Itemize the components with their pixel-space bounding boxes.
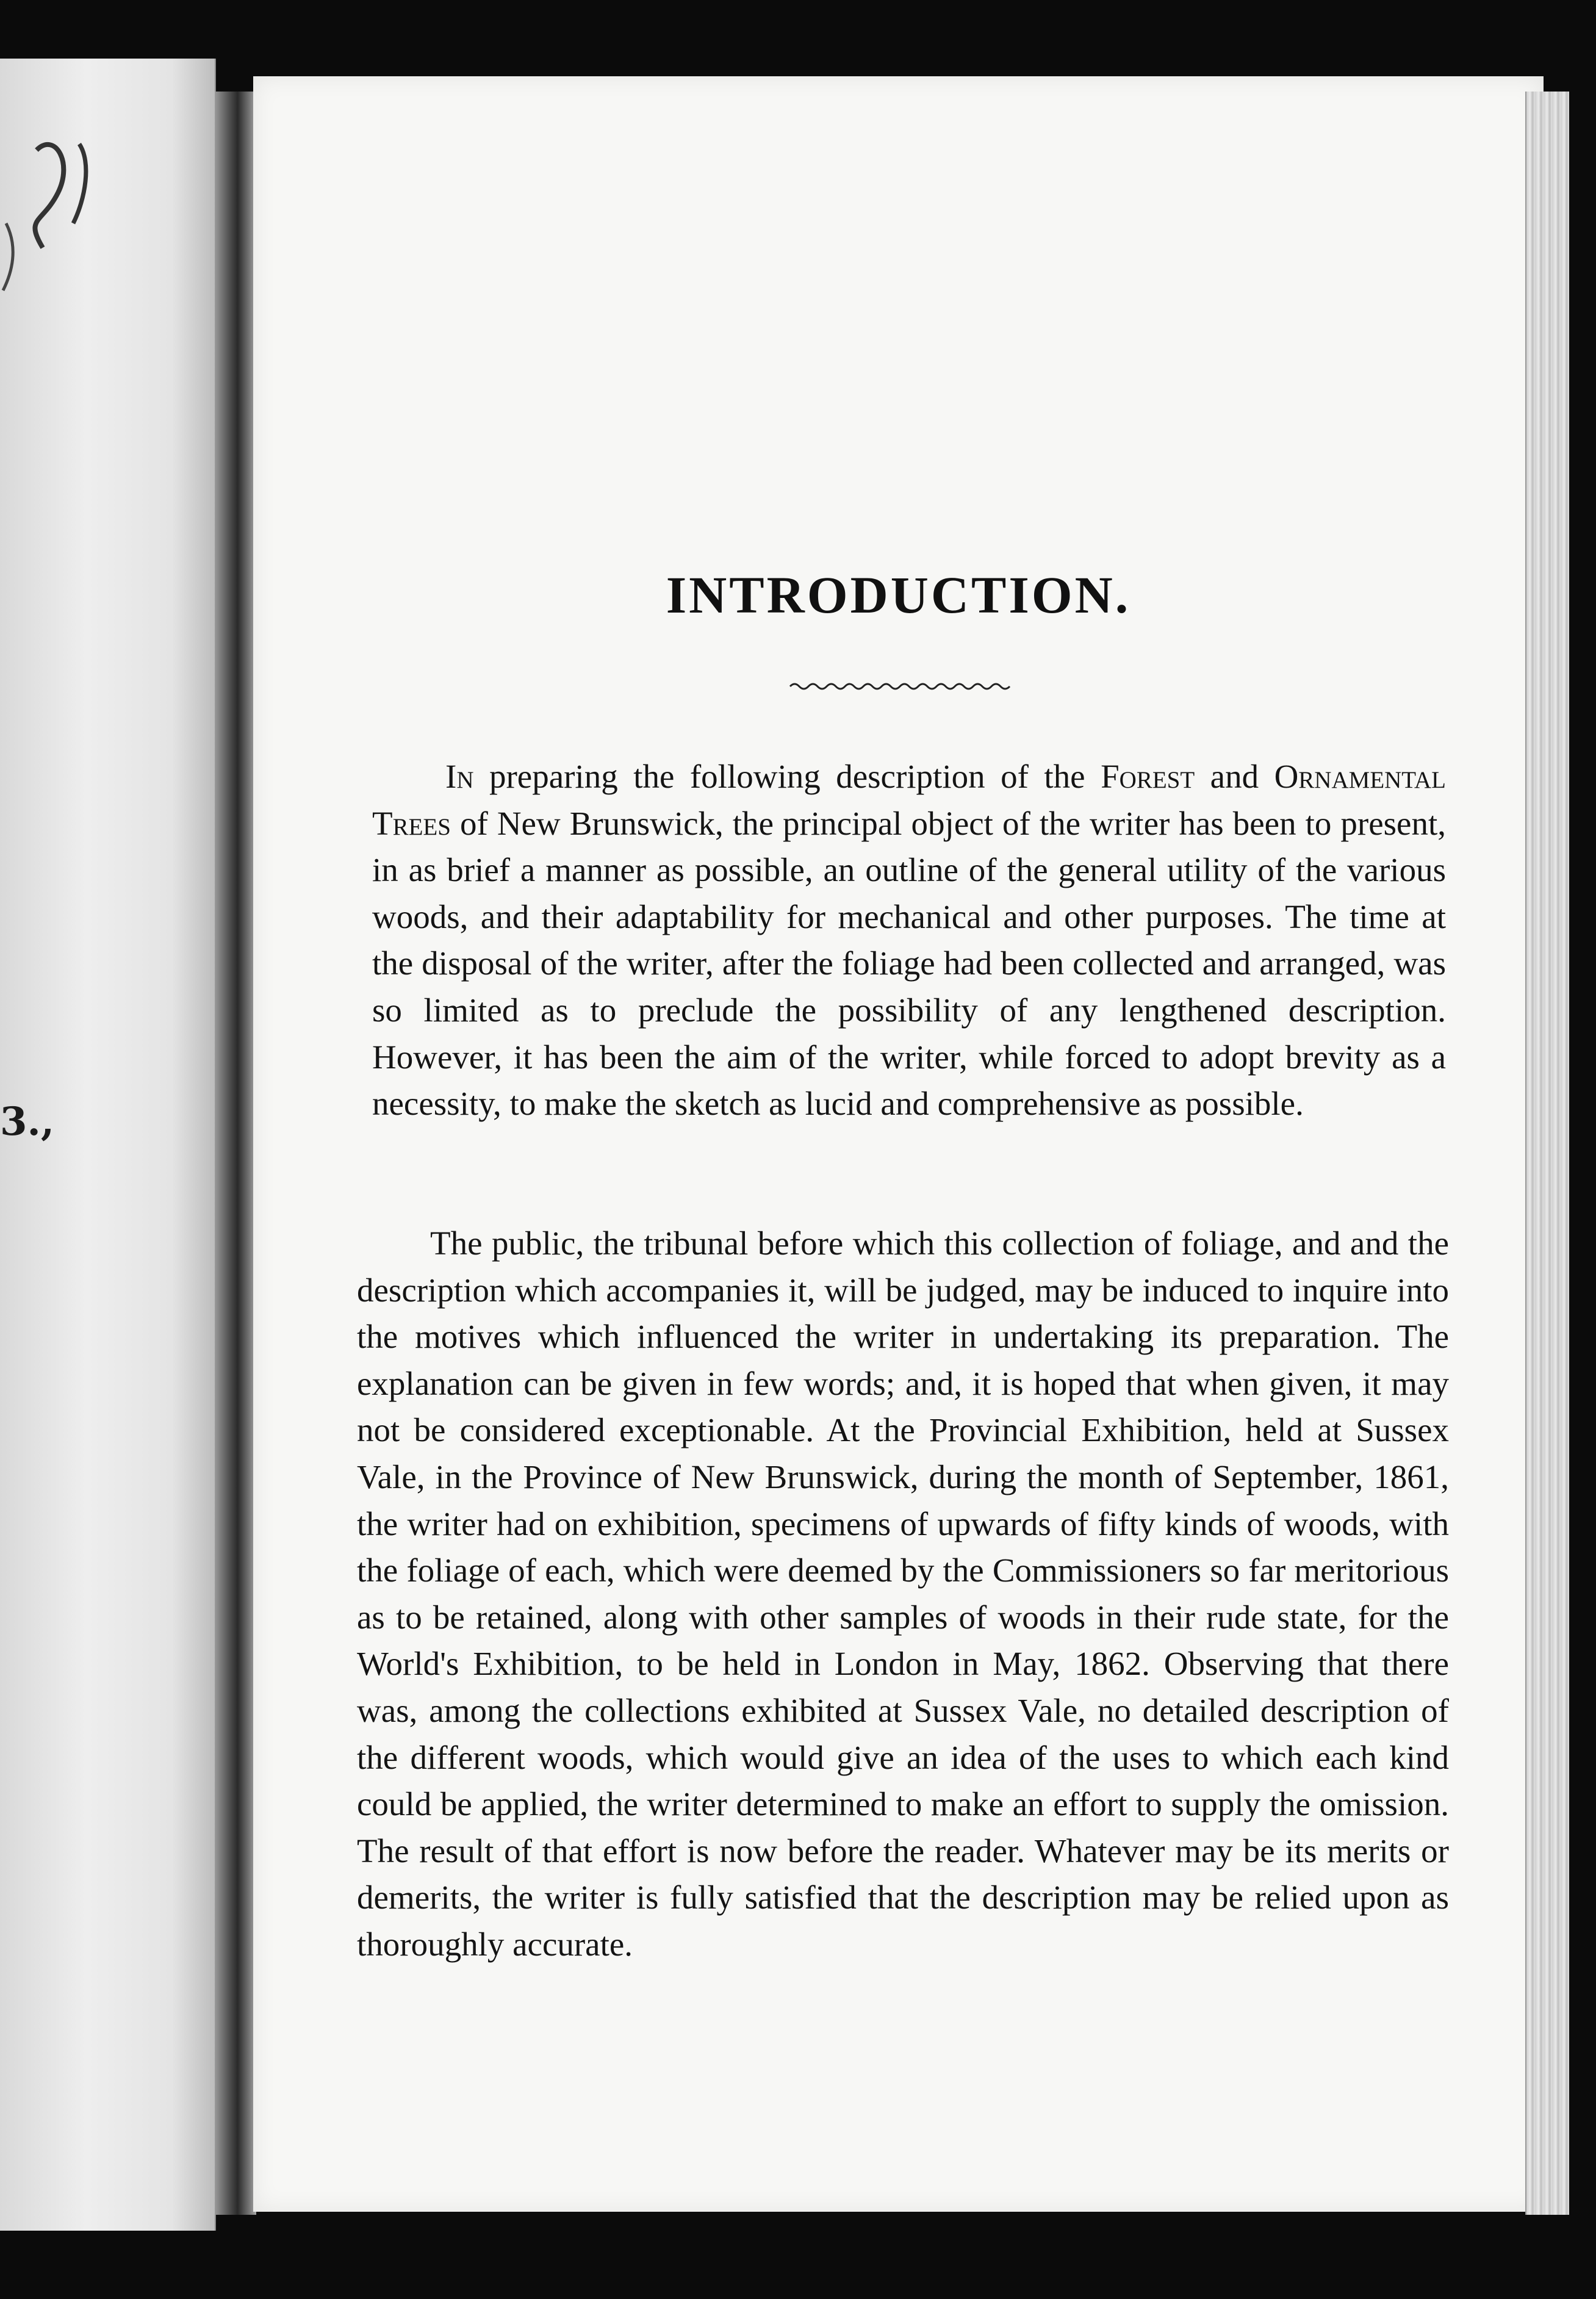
page-stack-edge xyxy=(1525,92,1569,2215)
previous-page-edge xyxy=(0,59,216,2231)
paragraph-1-segment: Forest xyxy=(1101,758,1195,795)
paragraph-1-segment: In xyxy=(445,758,474,795)
previous-page-text-fragment: 3., xyxy=(0,1099,55,1145)
paragraph-2-segment: The public, the tribunal before which this collection of foliage, and and the description which accompanies it, will be judged, may be induced to inquire into the motives which influenced the writer in undertaking its preparation. The explanation can be given in few words; and, it is hoped that when given, it may not be considered exceptionable. At the Provincial Exhibition, held at Sussex Vale, in the Province of New Brunswick, during the month of September, 1861, the writer had on exhibition, specimens of upwards of fifty kinds of woods, with the foliage of each, which were deemed by the Commissioners so far meritorious as to be retained, along with other samples of woods in their rude state, for the World's Exhibition, to be held in London in May, 1862. Observing that there was, among the collections exhibited at Sussex Vale, no detailed description of the different woods, which would give an idea of the uses to which each kind could be applied, the writer determined to make an effort to supply the omission. The result of that effort is now before the reader. Whatever may be its merits or demerits, the writer is fully satisfied that the description may be relied upon as thoroughly accurate. xyxy=(357,1225,1449,1963)
paragraph-2 xyxy=(357,1220,1449,1968)
book-binding-gutter xyxy=(215,92,256,2215)
decorative-wavy-rule xyxy=(790,680,1010,693)
paragraph-1-segment: preparing the following description of the xyxy=(473,758,1101,795)
paragraph-1 xyxy=(372,754,1446,1128)
page-title: INTRODUCTION. xyxy=(666,566,1131,624)
paragraph-1-segment: Ornamental Trees xyxy=(372,758,1446,842)
book-page xyxy=(253,76,1544,2212)
handwritten-mark xyxy=(0,126,110,297)
paragraph-1-segment: and xyxy=(1195,758,1274,795)
paragraph-1-segment: of New Brunswick, the principal object of the writer has been to present, in as brief a manner as possible, an outline of the general utility of the various woods, and their adaptability for mechanical and other purposes. The time at the disposal of the writer, after the foliage had been collected and arranged, was so limited as to preclude the possibility of any lengthened description. However, it has been the aim of the writer, while forced to adopt brevity as a necessity, to make the sketch as lucid and comprehensive as possible. xyxy=(372,804,1446,1123)
